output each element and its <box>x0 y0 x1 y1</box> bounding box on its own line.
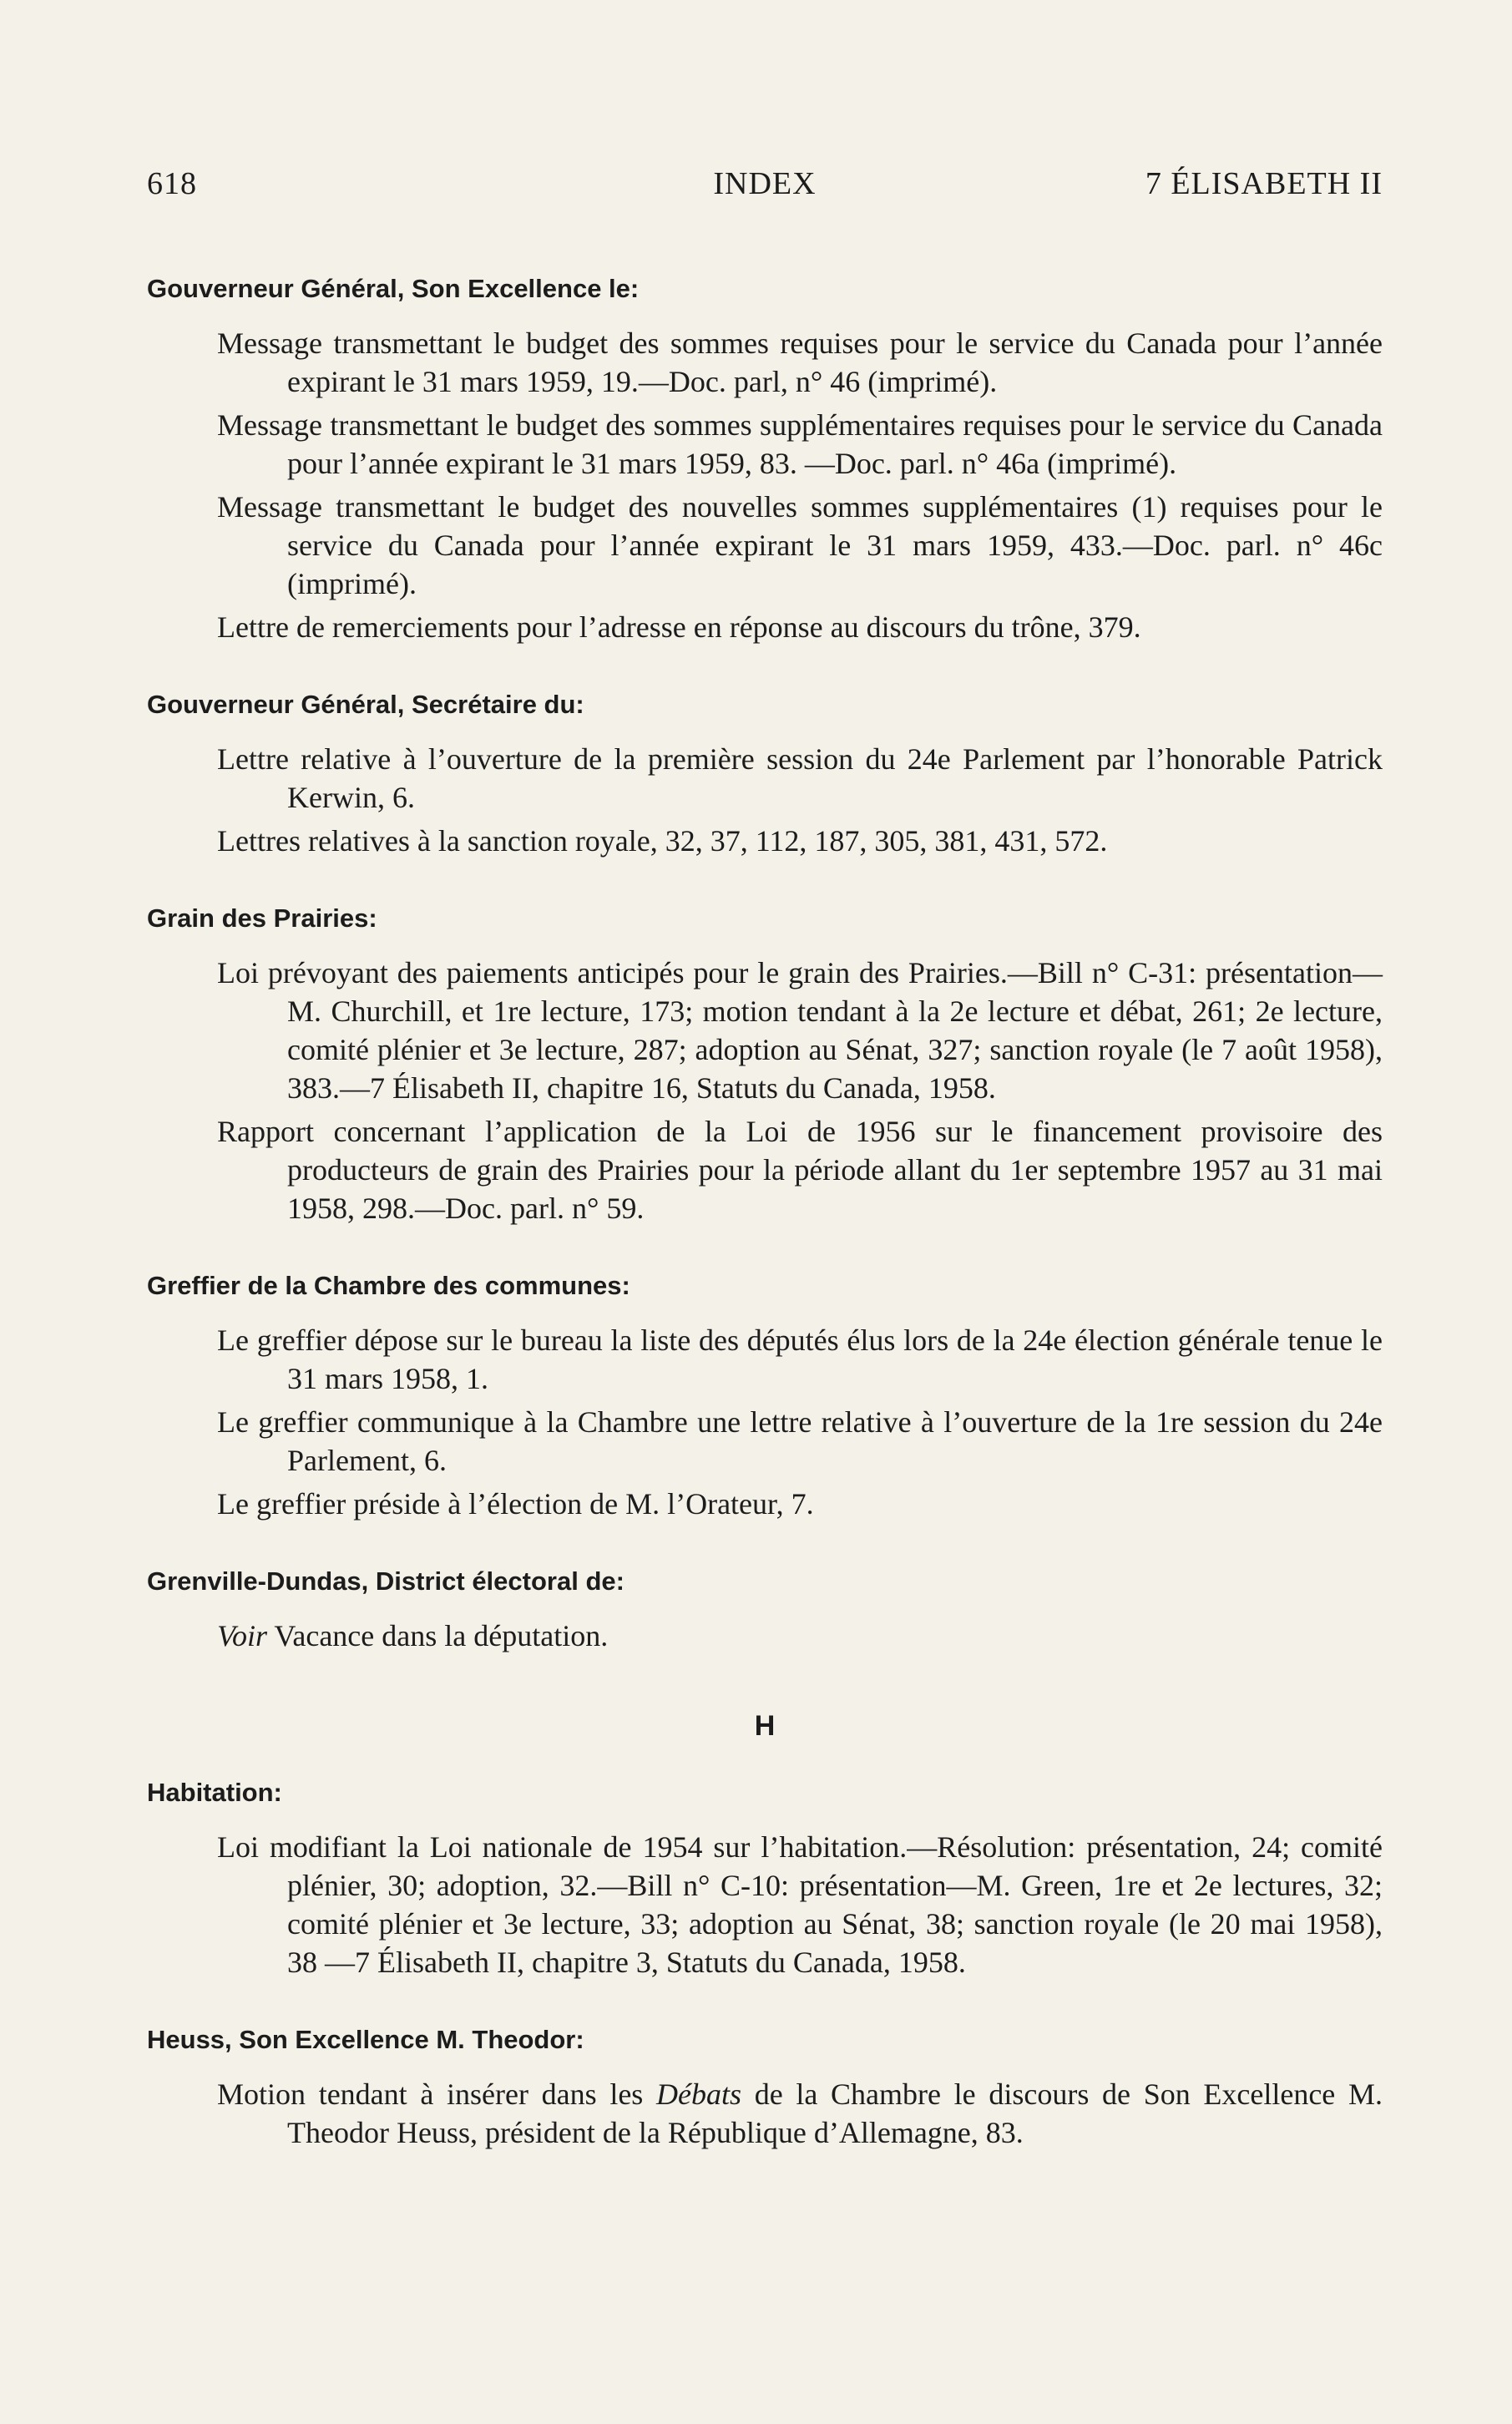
index-entry <box>217 2075 1383 2152</box>
index-section-secretaire-gouverneur <box>147 690 1383 860</box>
index-section-habitation <box>147 1778 1383 1981</box>
section-heading: Grenville-Dundas, District électoral de: <box>147 1566 625 1596</box>
see-prefix: Voir <box>217 1619 268 1652</box>
running-header <box>147 165 1383 215</box>
reign-label: 7 ÉLISABETH II <box>1145 166 1383 201</box>
index-entry: Le greffier communique à la Chambre une lettre relative à l’ouverture de la 1re session du 24e Parlement, 6. <box>217 1405 1383 1477</box>
letter-divider: H <box>754 1710 776 1742</box>
entry-text-after: de la Chambre le discours de Son Excellence M. Theodor Heuss, président de la République d’Allemagne, 83. <box>287 2077 1383 2149</box>
index-section-heuss <box>147 2025 1383 2152</box>
index-section-grenville-dundas <box>147 1566 1383 1655</box>
page-number: 618 <box>147 166 197 201</box>
index-section-gouverneur-general <box>147 274 1383 646</box>
section-heading: Greffier de la Chambre des communes: <box>147 1271 630 1300</box>
index-section-greffier <box>147 1271 1383 1523</box>
index-entry: Message transmettant le budget des sommes supplémentaires requises pour le service du Canada pour l’année expirant le 31 mars 1959, 83. —Doc. parl. n° 46a (imprimé). <box>217 408 1383 480</box>
index-entry: Le greffier dépose sur le bureau la liste des députés élus lors de la 24e élection générale tenue le 31 mars 1958, 1. <box>217 1323 1383 1395</box>
index-entry: Rapport concernant l’application de la Loi de 1956 sur le financement provisoire des producteurs de grain des Prairies pour la période allant du 1er septembre 1957 au 31 mai 1958, 298.—Doc. parl. n° 59. <box>217 1115 1383 1225</box>
entry-text-before: Motion tendant à insérer dans les <box>217 2077 657 2111</box>
see-text: Vacance dans la députation. <box>267 1619 609 1652</box>
index-entry: Lettre de remerciements pour l’adresse en réponse au discours du trône, 379. <box>217 610 1141 644</box>
index-section-grain-des-prairies <box>147 903 1383 1227</box>
section-heading: Grain des Prairies: <box>147 903 377 933</box>
index-entry: Message transmettant le budget des sommes requises pour le service du Canada pour l’année expirant le 31 mars 1959, 19.—Doc. parl, n° 46 (imprimé). <box>217 326 1383 398</box>
section-heading: Habitation: <box>147 1778 282 1807</box>
index-entry: Message transmettant le budget des nouvelles sommes supplémentaires (1) requises pour le service du Canada pour l’année expirant le 31 mars 1959, 433.—Doc. parl. n° 46c (imprimé). <box>217 490 1383 600</box>
index-entry: Lettre relative à l’ouverture de la première session du 24e Parlement par l’honorable Patrick Kerwin, 6. <box>217 742 1383 814</box>
index-entry: Loi modifiant la Loi nationale de 1954 sur l’habitation.—Résolution: présentation, 24; comité plénier, 30; adoption, 32.—Bill n° C-10: présentation—M. Green, 1re et 2e lectures, 32; comité plénier et 3e lecture, 33; adoption au Sénat, 38; sanction royale (le 20 mai 1958), 38 —7 Élisabeth II, chapitre 3, Statuts du Canada, 1958. <box>217 1830 1383 1979</box>
section-heading: Gouverneur Général, Son Excellence le: <box>147 274 640 303</box>
section-heading: Heuss, Son Excellence M. Theodor: <box>147 2025 584 2054</box>
entry-text-italic: Débats <box>656 2077 742 2111</box>
page-title: INDEX <box>713 166 817 201</box>
index-entry: Loi prévoyant des paiements anticipés pour le grain des Prairies.—Bill n° C-31: présentation—M. Churchill, et 1re lecture, 173; motion tendant à la 2e lecture et débat, 261; 2e lecture, comité plénier et 3e lecture, 287; adoption au Sénat, 327; sanction royale (le 7 août 1958), 383.—7 Élisabeth II, chapitre 16, Statuts du Canada, 1958. <box>217 956 1383 1105</box>
section-heading: Gouverneur Général, Secrétaire du: <box>147 690 584 719</box>
index-entry: Le greffier préside à l’élection de M. l’Orateur, 7. <box>217 1487 814 1521</box>
index-entry: Lettres relatives à la sanction royale, 32, 37, 112, 187, 305, 381, 431, 572. <box>217 824 1108 858</box>
see-reference <box>217 1617 1383 1655</box>
index-page <box>147 165 1383 2157</box>
